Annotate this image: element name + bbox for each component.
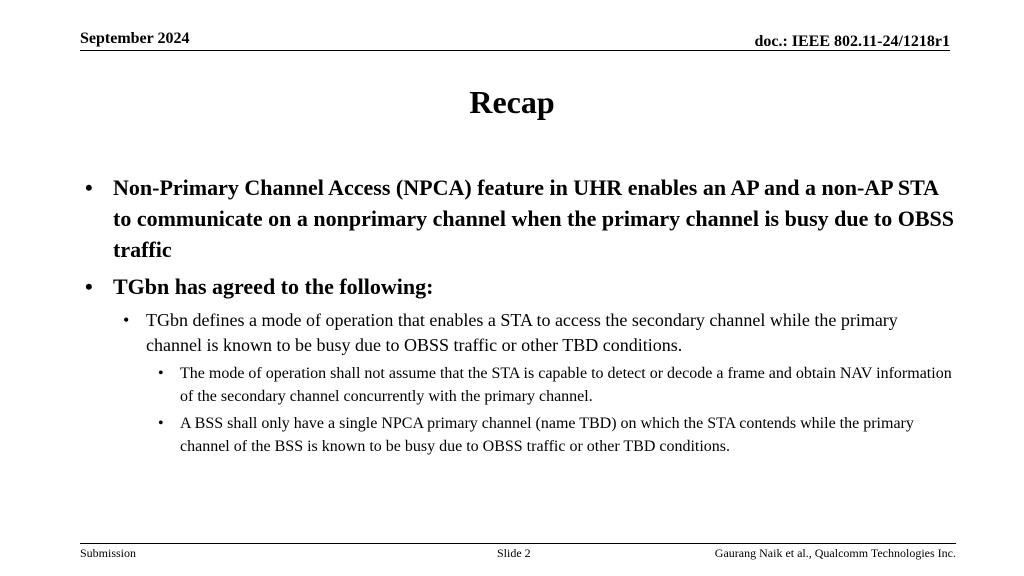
slide-body (84, 172, 954, 462)
bullet-dot-icon: • (85, 175, 93, 200)
bullet-dot-icon: • (85, 274, 93, 299)
bullet-dot-icon: • (158, 415, 164, 432)
bullet-dot-icon: • (158, 365, 164, 382)
bullet-text: The mode of operation shall not assume that the STA is capable to detect or decode a frame and obtain NAV information of the secondary channel concurrently with the primary channel. (180, 365, 952, 405)
bullet-text: A BSS shall only have a single NPCA primary channel (name TBD) on which the STA contends while the primary channel of the BSS is known to be busy due to OBSS traffic or other TBD conditions. (180, 415, 914, 455)
bullet-level-3 (84, 412, 954, 458)
slide-title: Recap (469, 84, 555, 120)
bullet-level-2 (84, 308, 954, 358)
footer-submission: Submission (80, 546, 137, 560)
footer-divider (80, 543, 956, 544)
bullet-level-3 (84, 362, 954, 408)
bullet-text: TGbn has agreed to the following: (113, 274, 434, 299)
bullet-dot-icon: • (123, 310, 130, 330)
header-doc-id: doc.: IEEE 802.11-24/1218r1 (754, 33, 950, 50)
header-divider (80, 50, 950, 51)
header-date: September 2024 (80, 30, 190, 47)
footer-slide-number: Slide 2 (497, 546, 531, 560)
bullet-text: TGbn defines a mode of operation that enables a STA to access the secondary channel while the primary channel is known to be busy due to OBSS traffic or other TBD conditions. (146, 310, 898, 355)
bullet-text: Non-Primary Channel Access (NPCA) feature in UHR enables an AP and a non-AP STA to communicate on a nonprimary channel when the primary channel is busy due to OBSS traffic (113, 175, 954, 262)
bullet-level-1 (84, 271, 954, 302)
bullet-level-1 (84, 172, 954, 265)
footer-authors: Gaurang Naik et al., Qualcomm Technologies Inc. (714, 546, 956, 560)
